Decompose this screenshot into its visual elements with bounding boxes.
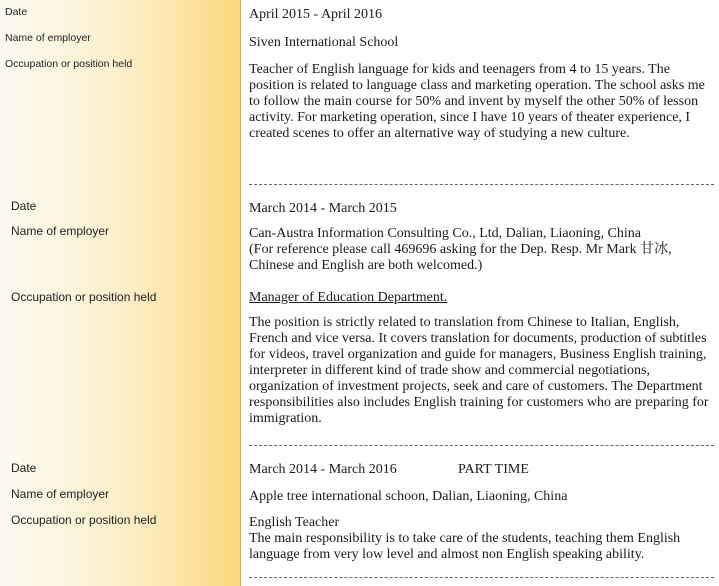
- entry-employer-note: (For reference please call 469696 asking for the Dep. Resp. Mr Mark 甘冰, Chinese and English are both welcomed.): [249, 242, 672, 273]
- date-label: Date: [5, 6, 28, 18]
- employer-label: Name of employer: [11, 224, 110, 238]
- entry-employer: Can-Austra Information Consulting Co., Ltd, Dalian, Liaoning, China: [249, 226, 641, 241]
- entry-date: March 2014 - March 2015: [249, 201, 397, 216]
- occupation-label: Occupation or position held: [11, 513, 157, 527]
- entry-description: The position is strictly related to translation from Chinese to Italian, English, French and vice versa. It covers translation for documents, production of subtitles for videos, travel organization and guide for managers, Business English training, interpreter in different kind of trade show and commercial negotiations, organization of investment projects, seek and care of customers. The Department responsibilities also includes English training for customers who are preparing for immigration.: [249, 315, 709, 426]
- entry-separator: [249, 577, 714, 578]
- column-divider: [240, 0, 241, 586]
- occupation-label: Occupation or position held: [5, 58, 133, 70]
- entry-description: The main responsibility is to take care of the students, teaching them English language from very low level and almost non English speaking ability.: [249, 531, 681, 562]
- entry-position: English Teacher: [249, 515, 340, 530]
- entry-date: April 2015 - April 2016: [249, 7, 382, 22]
- entry-employer: Apple tree international schoon, Dalian, Liaoning, China: [249, 489, 568, 504]
- employer-label: Name of employer: [11, 487, 110, 501]
- entry-position: Manager of Education Department.: [249, 290, 448, 305]
- entry-employer: Siven International School: [249, 35, 399, 50]
- date-label: Date: [11, 199, 37, 213]
- entry-separator: [249, 184, 714, 185]
- entry-description: Teacher of English language for kids and teenagers from 4 to 15 years. The position is related to language class and marketing operation. The school asks me to follow the main course for 50% and invent by myself the other 50% of lesson activity. For marketing operation, since I have 10 years of theater experience, I created scenes to offer an alternative way of studying a new culture.: [249, 62, 705, 141]
- part-time-note: PART TIME: [458, 462, 529, 477]
- employer-label: Name of employer: [5, 32, 91, 44]
- occupation-label: Occupation or position held: [11, 290, 157, 304]
- entry-date: March 2014 - March 2016: [249, 462, 397, 477]
- entry-separator: [249, 445, 714, 446]
- date-label: Date: [11, 461, 37, 475]
